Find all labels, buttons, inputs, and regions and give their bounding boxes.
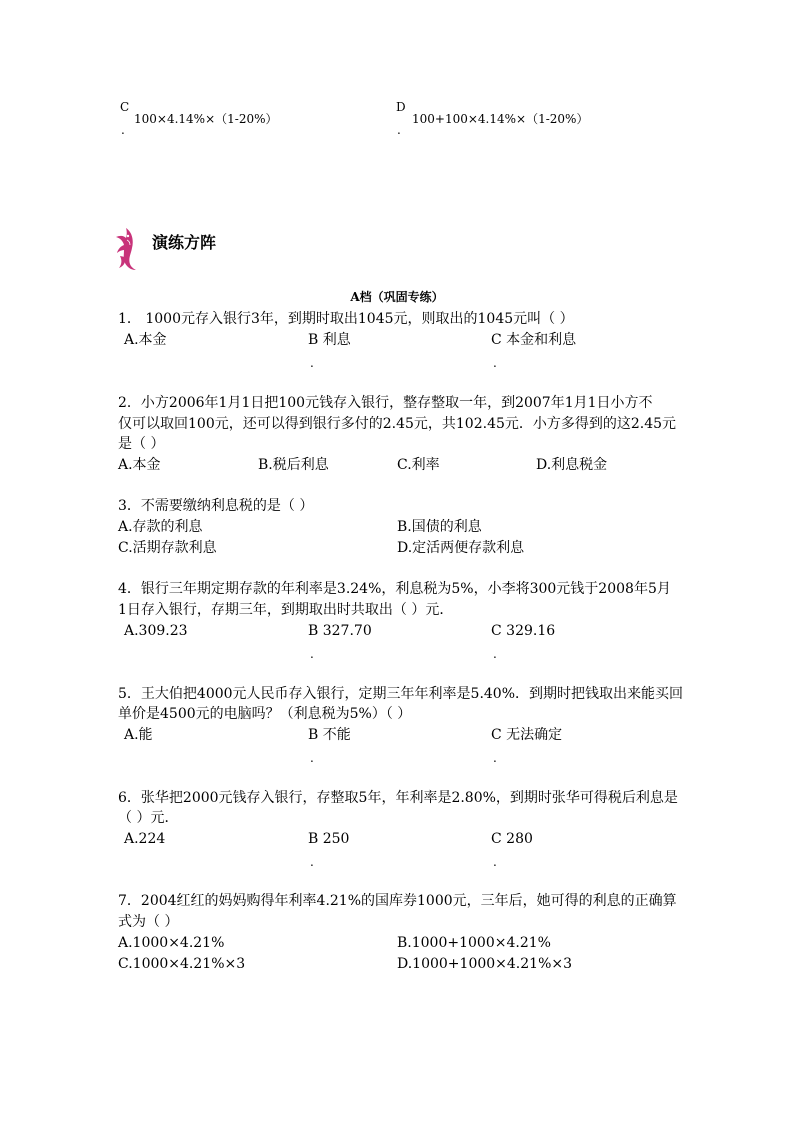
question-5-line-1: 5．王大伯把4000元人民币存入银行，定期三年年利率是5.40%．到期时把钱取出来能买回	[118, 686, 684, 702]
question-4-option-a: A.309.23	[124, 623, 188, 639]
option-dot: .	[493, 356, 497, 370]
question-5-option-b: B 不能	[308, 727, 351, 743]
question-3-option-d: D.定活两便存款利息	[397, 540, 525, 556]
question-5-option-c: C 无法确定	[491, 727, 563, 743]
question-4-option-b: B 327.70	[308, 623, 372, 639]
option-dot: .	[310, 356, 314, 370]
question-2-line-3: 是（ ）	[118, 436, 165, 452]
option-c-label: C	[120, 100, 130, 114]
question-2-option-a: A.本金	[118, 457, 161, 473]
question-1-option-a: A.本金	[124, 332, 167, 348]
option-dot: .	[397, 123, 401, 137]
section-subtitle: A档（巩固专练）	[350, 290, 444, 304]
question-5-option-a: A.能	[124, 727, 153, 743]
question-3-line-1: 3．不需要缴纳利息税的是（ ）	[118, 498, 314, 514]
question-6-option-b: B 250	[308, 831, 350, 847]
question-2-line-1: 2．小方2006年1月1日把100元钱存入银行，整存整取一年，到2007年1月1日小方不	[118, 395, 653, 411]
question-2-option-d: D.利息税金	[536, 457, 608, 473]
question-7-option-c: C.1000×4.21%×3	[118, 956, 246, 972]
question-6-option-a: A.224	[124, 831, 166, 847]
question-4-option-c: C 329.16	[491, 623, 556, 639]
option-d-label: D	[396, 100, 406, 114]
question-7-line-2: 式为（ ）	[118, 914, 179, 930]
option-c-text: 100×4.14%×（1-20%）	[134, 112, 278, 126]
option-dot: .	[310, 751, 314, 765]
question-1-option-c: C 本金和利息	[491, 332, 577, 348]
question-7-option-a: A.1000×4.21%	[118, 935, 225, 951]
question-3-option-a: A.存款的利息	[118, 519, 203, 535]
option-dot: .	[493, 647, 497, 661]
question-3-option-b: B.国债的利息	[397, 519, 482, 535]
option-dot: .	[310, 647, 314, 661]
option-d-text: 100+100×4.14%×（1-20%）	[412, 112, 589, 126]
question-3-option-c: C.活期存款利息	[118, 540, 217, 556]
question-2-option-b: B.税后利息	[258, 457, 329, 473]
question-1-option-b: B 利息	[308, 332, 351, 348]
option-dot: .	[493, 751, 497, 765]
question-4-line-1: 4．银行三年期定期存款的年利率是3.24%，利息税为5%，小李将300元钱于2008年5月	[118, 581, 671, 597]
option-dot: .	[493, 855, 497, 869]
question-7-option-b: B.1000+1000×4.21%	[397, 935, 551, 951]
option-dot: .	[310, 855, 314, 869]
dolphin-icon	[112, 226, 142, 272]
question-6-option-c: C 280	[491, 831, 533, 847]
question-4-line-2: 1日存入银行，存期三年，到期取出时共取出（ ）元．	[118, 602, 454, 618]
question-6-line-2: （ ）元．	[118, 810, 179, 826]
section-title: 演练方阵	[152, 233, 217, 252]
question-7-option-d: D.1000+1000×4.21%×3	[397, 956, 573, 972]
question-6-line-1: 6．张华把2000元钱存入银行，存整取5年，年利率是2.80%，到期时张华可得税后利息是	[118, 790, 678, 806]
question-2-line-2: 仅可以取回100元，还可以得到银行多付的2.45元，共102.45元．小方多得到的这2.45元	[118, 416, 677, 432]
question-1-line-1: 1． 1000元存入银行3年，到期时取出1045元，则取出的1045元叫（ ）	[118, 311, 574, 327]
question-7-line-1: 7．2004红红的妈妈购得年利率4.21%的国库券1000元，三年后，她可得的利息的正确算	[118, 893, 677, 909]
question-2-option-c: C.利率	[397, 457, 440, 473]
option-dot: .	[121, 123, 125, 137]
question-5-line-2: 单价是4500元的电脑吗？（利息税为5%）（ ）	[118, 706, 412, 722]
